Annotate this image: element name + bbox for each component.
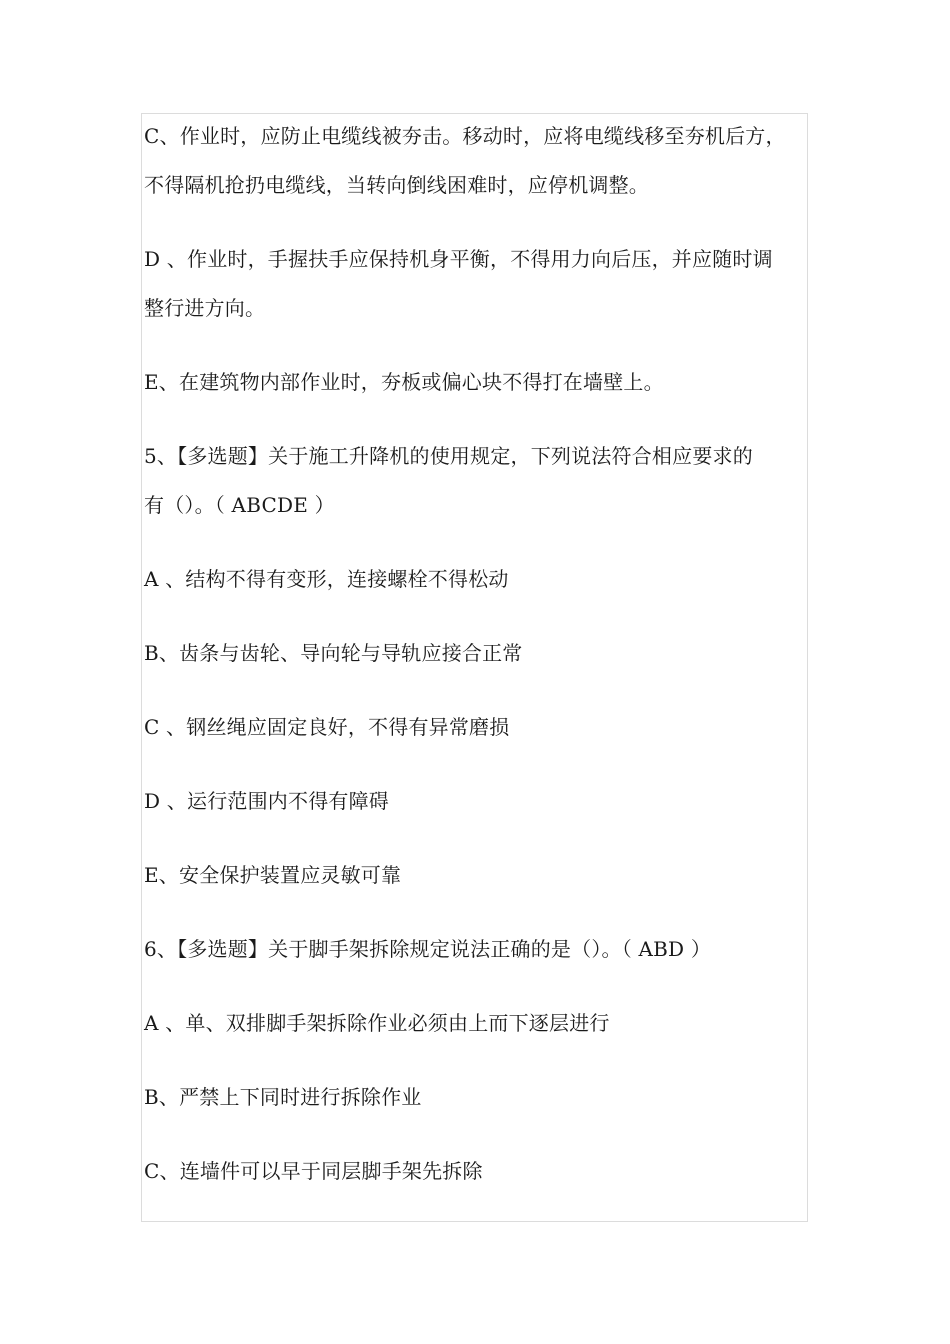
question-5 [144,432,808,530]
q5-option-c [144,703,808,752]
text-line: 5、【多选题】关于施工升降机的使用规定，下列说法符合相应要求的 [144,444,753,468]
option-e-tamper-wall [144,358,808,407]
option-d-tamper-handle [144,235,808,333]
q6-option-a [144,999,808,1048]
text-line: B、齿条与齿轮、导向轮与导轨应接合正常 [144,641,523,665]
text-line: 不得隔机抢扔电缆线，当转向倒线困难时，应停机调整。 [144,173,649,197]
option-c-tamper-cable [144,112,808,210]
q6-option-b [144,1073,808,1122]
text-line: E、安全保护装置应灵敏可靠 [144,863,402,887]
text-line: C、连墙件可以早于同层脚手架先拆除 [144,1159,483,1183]
q5-option-a [144,555,808,604]
text-line: D 、运行范围内不得有障碍 [144,789,389,813]
text-line: 6、【多选题】关于脚手架拆除规定说法正确的是（）。（ ABD ） [144,937,712,961]
q5-option-e [144,851,808,900]
text-line: 有（）。（ ABCDE ） [144,493,335,517]
text-line: C 、钢丝绳应固定良好，不得有异常磨损 [144,715,510,739]
text-line: E、在建筑物内部作业时，夯板或偏心块不得打在墙壁上。 [144,370,664,394]
text-line: 整行进方向。 [144,296,266,320]
document-body [144,112,808,1196]
text-line: B、严禁上下同时进行拆除作业 [144,1085,422,1109]
text-line: D 、作业时，手握扶手应保持机身平衡，不得用力向后压，并应随时调 [144,247,773,271]
q5-option-d [144,777,808,826]
q5-option-b [144,629,808,678]
q6-option-c [144,1147,808,1196]
text-line: A 、单、双排脚手架拆除作业必须由上而下逐层进行 [144,1011,610,1035]
text-line: A 、结构不得有变形，连接螺栓不得松动 [144,567,509,591]
text-line: C、作业时，应防止电缆线被夯击。移动时，应将电缆线移至夯机后方， [144,124,786,148]
question-6 [144,925,808,974]
